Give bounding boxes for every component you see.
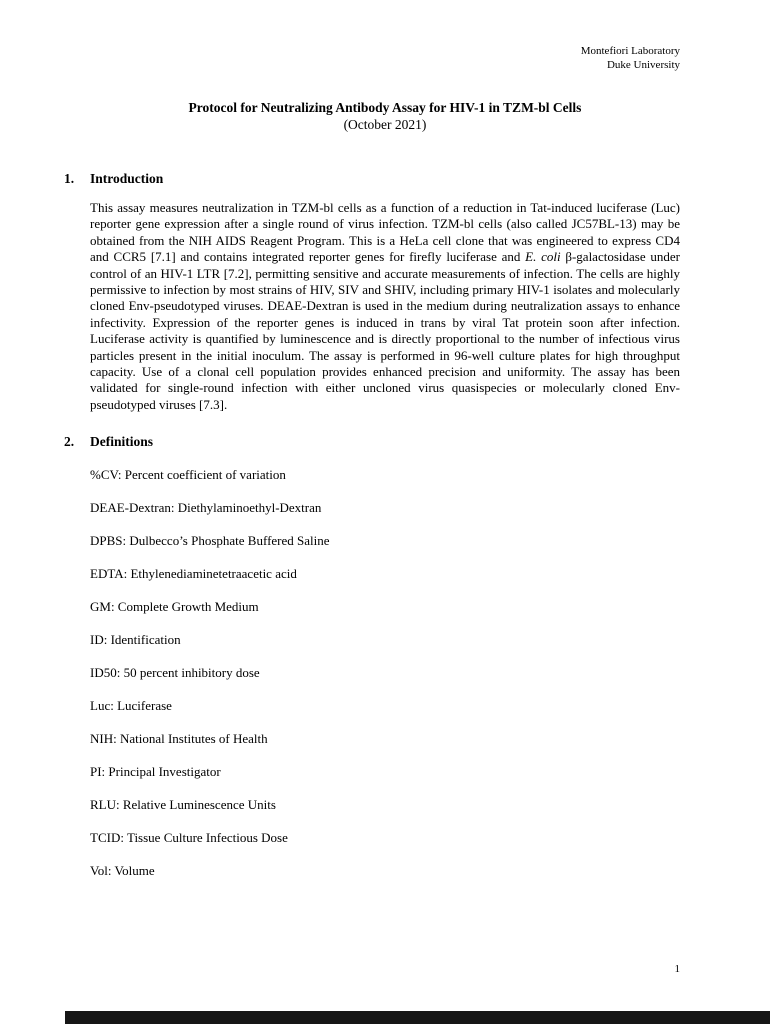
- document-date: (October 2021): [343, 117, 427, 132]
- page-number: 1: [674, 963, 680, 975]
- document-title: Protocol for Neutralizing Antibody Assay for HIV-1 in TZM-bl Cells: [188, 100, 582, 115]
- section-2-number: 2.: [64, 434, 75, 450]
- definition-item: PI: Principal Investigator: [90, 763, 221, 779]
- section-1-number: 1.: [64, 171, 75, 186]
- definition-item: %CV: Percent coefficient of variation: [90, 466, 286, 482]
- definition-item: GM: Complete Growth Medium: [90, 598, 259, 614]
- definition-item: Luc: Luciferase: [90, 697, 172, 713]
- definition-item: RLU: Relative Luminescence Units: [90, 796, 276, 812]
- section-2-heading: Definitions: [90, 434, 154, 450]
- definitions-list: [90, 467, 680, 879]
- introduction-text-part2: β-galactosidase under control of an HIV-1 LTR [7.2], permitting sensitive and accurate measurements of infection. The cells are highly permissive to infection by most strains of HIV, SIV and SHIV, including primary HIV-1 isolates and molecularly cloned Env-pseudotyped viruses. DEAE-Dextran is used in the medium during neutralization assays to enhance infectivity. Expression of the reporter genes is induced in trans by viral Tat protein soon after infection. Luciferase activity is quantified by luminescence and is directly proportional to the number of infectious virus particles present in the initial inoculum. The assay is performed in 96-well culture plates for high throughput capacity. Use of a clonal cell population provides enhanced precision and uniformity. The assay has been validated for single-round infection with either uncloned virus quasispecies or molecularly cloned Env-pseudotyped viruses [7.3].: [90, 249, 680, 412]
- bottom-edge-bar: [65, 1011, 770, 1024]
- section-1-heading: Introduction: [90, 171, 164, 186]
- definition-item: NIH: National Institutes of Health: [90, 730, 268, 746]
- definition-item: ID: Identification: [90, 631, 181, 647]
- header-university: Duke University: [606, 59, 680, 71]
- definition-item: Vol: Volume: [90, 862, 155, 878]
- header-lab-name: Montefiori Laboratory: [580, 45, 680, 57]
- section-1-heading-row: [64, 170, 680, 187]
- definition-item: DPBS: Dulbecco’s Phosphate Buffered Saline: [90, 532, 330, 548]
- definition-item: ID50: 50 percent inhibitory dose: [90, 664, 260, 680]
- introduction-text-italic: E. coli: [525, 249, 561, 265]
- introduction-paragraph: [90, 200, 680, 413]
- definition-item: TCID: Tissue Culture Infectious Dose: [90, 829, 288, 845]
- title-block: [90, 99, 680, 133]
- document-header: [90, 44, 680, 72]
- section-2-heading-row: [64, 433, 680, 450]
- definition-item: EDTA: Ethylenediaminetetraacetic acid: [90, 565, 297, 581]
- definition-item: DEAE-Dextran: Diethylaminoethyl-Dextran: [90, 499, 322, 515]
- introduction-text-part1: This assay measures neutralization in TZM-bl cells as a function of a reduction in Tat-induced luciferase (Luc) reporter gene expression after a single round of virus infection. TZM-bl cells (also called JC57BL-13) may be obtained from the NIH AIDS Reagent Program. This is a HeLa cell clone that was engineered to express CD4 and CCR5 [7.1] and contains integrated reporter genes for firefly luciferase and: [90, 200, 680, 265]
